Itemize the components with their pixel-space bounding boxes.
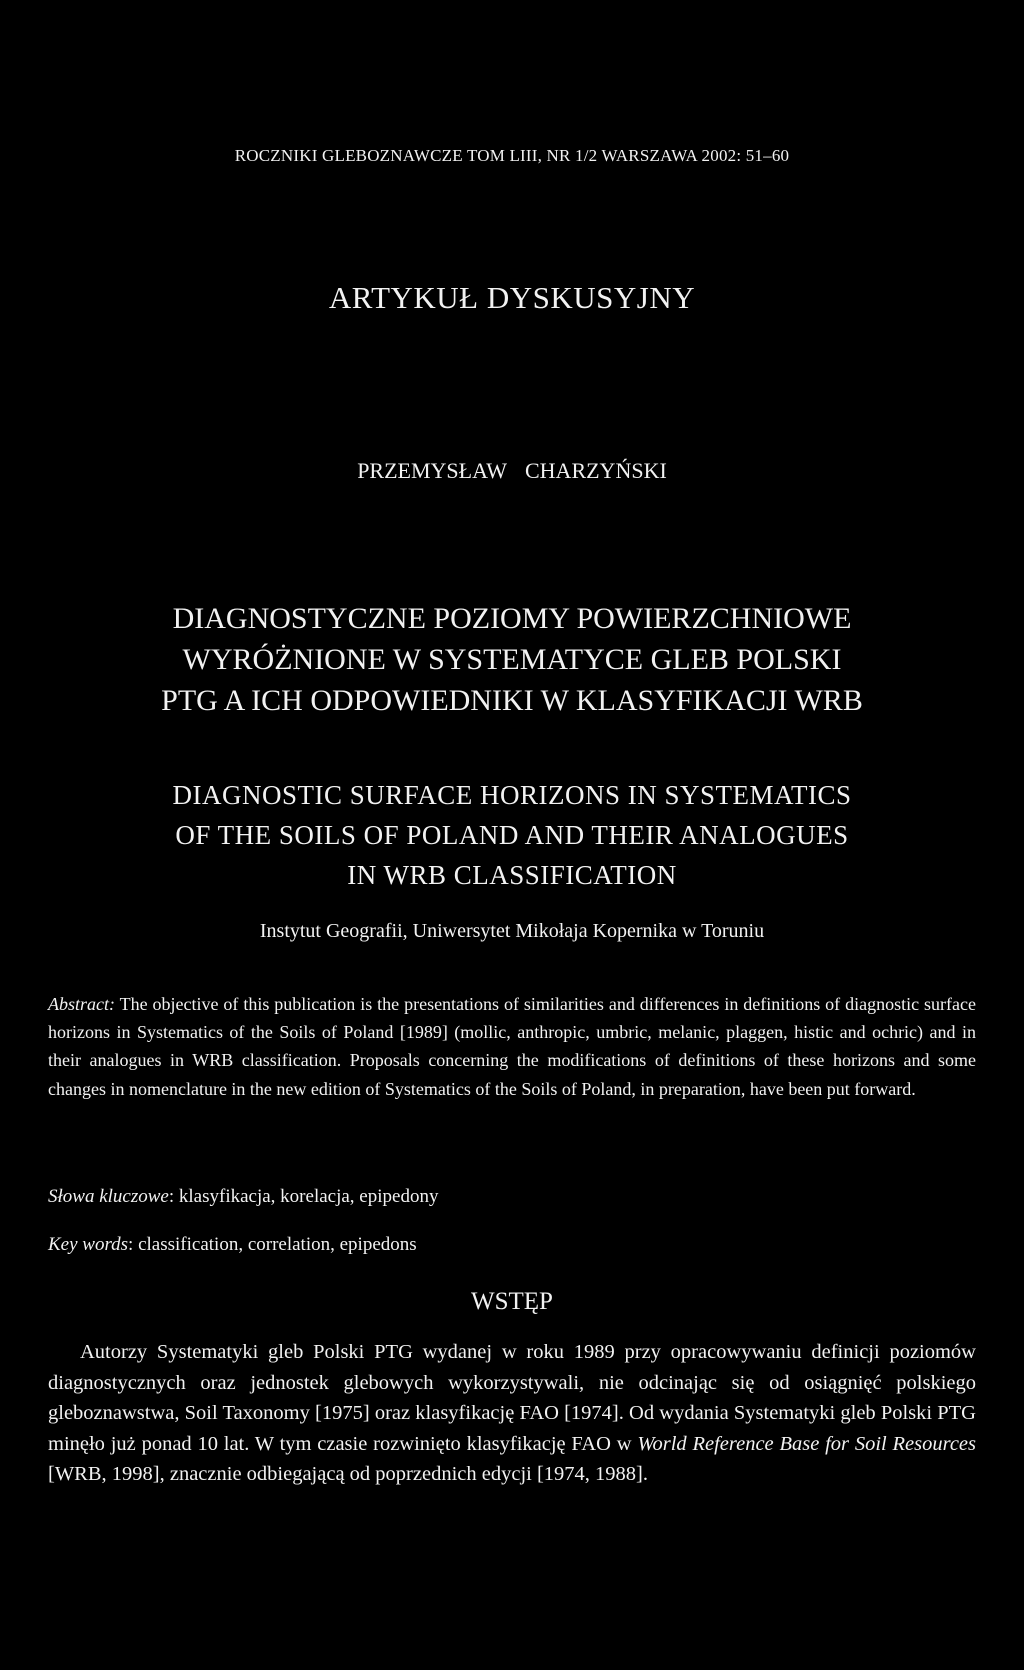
section-heading: WSTĘP — [471, 1288, 553, 1315]
title-polish-line: DIAGNOSTYCZNE POZIOMY POWIERZCHNIOWE — [172, 602, 852, 635]
body-text-part: [WRB, 1998], znacznie odbiegającą od poprzednich edycji [1974, 1988]. — [48, 1463, 648, 1485]
affiliation: Instytut Geografii, Uniwersytet Mikołaja Kopernika w Toruniu — [259, 920, 765, 942]
abstract-text: The objective of this publication is the presentations of similarities and differences in definitions of diagnostic surface horizons in Systematics of the Soils of Poland [1989] (mollic, anthropic, umbric, melanic, plaggen, histic and ochric) and in their analogues in WRB classification. Proposals concerning the modifications of definitions of these horizons and some changes in nomenclature in the new edition of Systematics of the Soils of Poland, in preparation, have been put forward. — [48, 994, 976, 1099]
keywords-polish-label: Słowa kluczowe — [48, 1186, 169, 1207]
title-english-line: OF THE SOILS OF POLAND AND THEIR ANALOGUES — [175, 820, 849, 850]
journal-header: ROCZNIKI GLEBOZNAWCZE TOM LIII, NR 1/2 WARSZAWA 2002: 51–60 — [234, 146, 790, 165]
keywords-english-label: Key words — [48, 1234, 129, 1255]
author-first-name: PRZEMYSŁAW — [357, 458, 507, 483]
body-text-part: Autorzy Systematyki gleb Polski PTG wydanej w roku 1989 przy opracowywaniu definicji poziomów diagnostycznych oraz jednostek glebowych wykorzystywali, nie odcinając się od osiągnięć polskiego gleboznawstwa, Soil Taxonomy [1975] oraz klasyfikację FAO [1974]. Od wydania Systematyki gleb Polski PTG minęło już ponad 10 lat. W tym czasie rozwinięto klasyfikację FAO w — [48, 1341, 976, 1455]
keywords-polish-text: : klasyfikacja, korelacja, epipedony — [168, 1186, 439, 1207]
title-polish-line: PTG A ICH ODPOWIEDNIKI W KLASYFIKACJI WRB — [161, 684, 863, 717]
title-polish-line: WYRÓŻNIONE W SYSTEMATYCE GLEB POLSKI — [182, 643, 842, 676]
body-text-italic: World Reference Base for Soil Resources — [637, 1432, 976, 1455]
keywords-english-text: : classification, correlation, epipedons — [128, 1234, 417, 1255]
author-last-name: CHARZYŃSKI — [525, 458, 667, 483]
title-polish — [0, 598, 1024, 721]
article-type-label: ARTYKUŁ DYSKUSYJNY — [328, 280, 696, 315]
title-english-line: IN WRB CLASSIFICATION — [347, 860, 677, 890]
keywords-polish — [48, 1186, 976, 1208]
title-english-line: DIAGNOSTIC SURFACE HORIZONS IN SYSTEMATICS — [172, 780, 852, 810]
keywords-english — [48, 1234, 976, 1256]
body-paragraph — [48, 1337, 976, 1490]
title-english — [0, 775, 1024, 895]
author-name — [0, 458, 1024, 484]
abstract — [48, 990, 976, 1103]
abstract-label: Abstract: — [48, 994, 115, 1014]
